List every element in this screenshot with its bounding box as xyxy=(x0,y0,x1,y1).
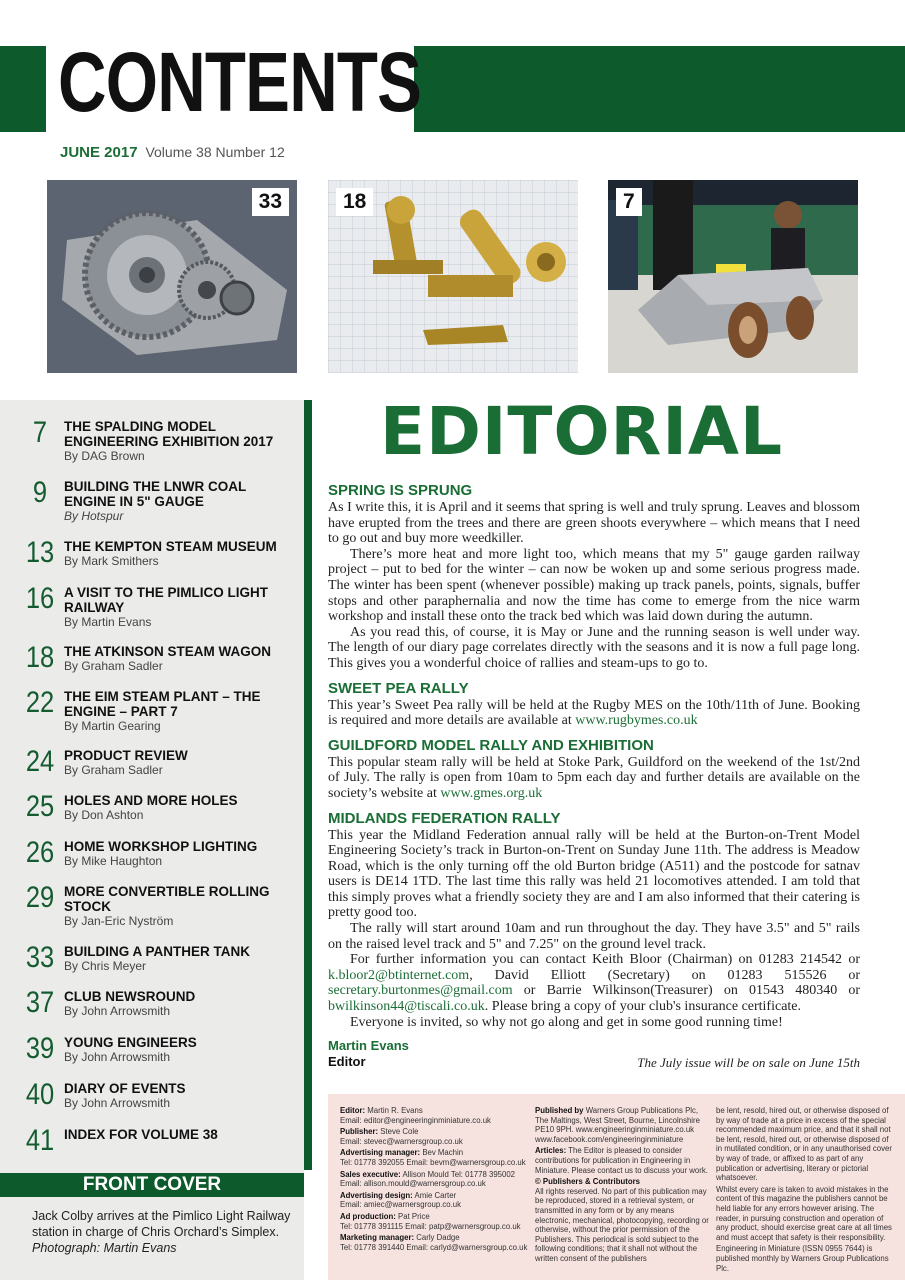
toc-page-number: 24 xyxy=(25,745,55,778)
issue-month: JUNE 2017 xyxy=(60,144,138,161)
editorial-body xyxy=(328,482,860,1070)
model-car-image xyxy=(608,180,858,373)
header-band-right xyxy=(414,46,905,132)
credits-staff xyxy=(340,1106,535,1254)
photo-model-car[interactable] xyxy=(608,180,858,373)
gmes-link[interactable]: www.gmes.org.uk xyxy=(440,785,543,801)
credits-publisher xyxy=(535,1106,711,1266)
toc-page-number: 7 xyxy=(32,416,48,449)
photo-gears[interactable] xyxy=(47,180,297,373)
toc-author: By Graham Sadler xyxy=(64,763,163,777)
paragraph-text: . Please bring a copy of your club's insurance certificate. xyxy=(484,999,802,1015)
articles-info: Articles: The Editor is pleased to consider contributions for publication in Engineering in Miniature. Please contact us to discuss your work. xyxy=(535,1146,708,1175)
toc-title: HOME WORKSHOP LIGHTING xyxy=(64,839,258,854)
paragraph-text: This year’s Sweet Pea rally will be held at the Rugby MES on the 10th/11th of June. Booking is required and more details are available at xyxy=(328,697,860,729)
paragraph-text: This popular steam rally will be held at Stoke Park, Guildford on the weekend of the 1st/2nd of July. The rally is open from 10am to 5pm each day and further details are available on the society’s website at xyxy=(328,754,860,801)
copyright-info: © Publishers & Contributors All rights reserved. No part of this publication may be reproduced, stored in a retrieval system, or transmitted in any form or by any means electronic, mechanical, photocopying, recording or otherwise, without the prior permission of the Publishers. This periodical is sold subject to the following conditions; that it shall not without the written consent of the publishers xyxy=(535,1177,709,1263)
paragraph: This year the Midland Federation annual rally will be held at the Burton-on-Trent Model Engineering Society’s track in Burton-on-Trent on Sunday June 11th. The address is Meadow Road, which is the only turning off the old Burton bridge (A511) and the postcode for satnav users is DE14 1TD. The last time this rally was held 21 locomotives attended. I am told that this simply proves what a friendly society they are and I am also informed that their catering is pretty good too. xyxy=(328,827,860,921)
toc-page-number: 16 xyxy=(25,582,55,615)
page-title: CONTENTS xyxy=(58,35,422,129)
toc-title: CLUB NEWSROUND xyxy=(64,989,196,1004)
signature-role: Editor xyxy=(328,1054,366,1070)
credit-line: Ad production: Pat Price Tel: 01778 391115 Email: patp@warnersgroup.co.uk xyxy=(340,1211,521,1231)
next-issue-note: The July issue will be on sale on June 15th xyxy=(637,1054,860,1070)
toc-title: PRODUCT REVIEW xyxy=(64,748,188,763)
credit-line: Sales executive: Allison Mould Tel: 01778 395002 Email: allison.mould@warnersgroup.co.uk xyxy=(340,1169,515,1189)
photo-brass-parts[interactable] xyxy=(328,180,578,373)
toc-title: THE KEMPTON STEAM MUSEUM xyxy=(64,539,277,554)
issue-volume: Volume 38 Number 12 xyxy=(145,144,285,160)
toc-author: By Martin Gearing xyxy=(64,719,161,733)
toc-page-number: 41 xyxy=(25,1124,55,1157)
toc-title: BUILDING THE LNWR COAL ENGINE IN 5" GAUGE xyxy=(64,479,246,509)
credit-line: Advertising manager: Bev Machin Tel: 01778 392055 Email: bevm@warnersgroup.co.uk xyxy=(340,1148,526,1167)
header-band-left xyxy=(0,46,46,132)
toc-title: BUILDING A PANTHER TANK xyxy=(64,944,250,959)
toc-page-number: 13 xyxy=(25,536,55,569)
toc-author: By Mark Smithers xyxy=(64,554,159,568)
toc-page-number: 37 xyxy=(25,986,55,1019)
credit-line: Advertising design: Amie Carter Email: amiec@warnersgroup.co.uk xyxy=(340,1190,462,1210)
toc-title: DIARY OF EVENTS xyxy=(64,1081,186,1096)
toc-author: By John Arrowsmith xyxy=(64,1004,171,1018)
paragraph xyxy=(328,952,860,1014)
toc-page-number: 40 xyxy=(25,1078,55,1111)
toc-page-number: 9 xyxy=(32,476,48,509)
front-cover-text: Jack Colby arrives at the Pimlico Light Railway station in charge of Chris Orchard’s Simplex. xyxy=(32,1209,291,1239)
paragraph: Everyone is invited, so why not go along and get in some good running time! xyxy=(350,1014,783,1030)
toc-title: THE EIM STEAM PLANT – THE ENGINE – PART 7 xyxy=(64,689,261,719)
toc-title: YOUNG ENGINEERS xyxy=(64,1035,197,1050)
toc-author: By Graham Sadler xyxy=(64,659,163,673)
email-link[interactable]: bwilkinson44@tiscali.co.uk xyxy=(328,999,485,1015)
toc-title: THE ATKINSON STEAM WAGON xyxy=(64,644,271,659)
paragraph: As I write this, it is April and it seems that spring is well and truly sprung. Leaves and blossom have erupted from the trees and there are green shoots everywhere – which means that I need to go out and buy more weedkiller. xyxy=(328,500,860,547)
signature-block xyxy=(328,1038,860,1070)
toc-title: INDEX FOR VOLUME 38 xyxy=(64,1127,218,1142)
toc-page-number: 26 xyxy=(25,836,55,869)
toc-page-number: 22 xyxy=(25,686,55,719)
toc-author: By DAG Brown xyxy=(64,449,145,463)
paragraph: The rally will start around 10am and run throughout the day. They have 3.5" and 5" rails on the raised level track and 5" and 7.25" on the ground level track. xyxy=(328,921,860,952)
section-heading: SWEET PEA RALLY xyxy=(328,679,469,697)
toc-page-number: 18 xyxy=(25,641,55,674)
toc-page-number: 39 xyxy=(25,1032,55,1065)
credits-box xyxy=(328,1094,905,1280)
photo-badge-page: 33 xyxy=(252,188,289,216)
toc-title: THE SPALDING MODEL ENGINEERING EXHIBITION 2017 xyxy=(64,419,274,449)
credit-line: Editor: Martin R. Evans Email: editor@engineeringinminiature.co.uk xyxy=(340,1106,491,1125)
toc-page-number: 29 xyxy=(25,881,55,914)
legal-paragraph: Whilst every care is taken to avoid mistakes in the content of this magazine the publishers cannot be held liable for any errors however arising. The reader, in pursuing construction and operation of any product, should exercise great care at all times and must accept that safety is their responsibility. xyxy=(716,1184,892,1242)
section-heading: GUILDFORD MODEL RALLY AND EXHIBITION xyxy=(328,736,654,754)
paragraph xyxy=(328,698,860,729)
editorial-heading: EDITORIAL xyxy=(380,393,784,470)
email-link[interactable]: k.bloor2@btinternet.com xyxy=(328,967,470,983)
toc-author: By Jan-Eric Nyström xyxy=(64,914,174,928)
paragraph: There’s more heat and more light too, which means that my 5" gauge garden railway project – put to bed for the winter – can now be woken up and some serious progress made. The winter has been spent (whenever possible) making up track panels, points, signals, buffer stops and other paraphernalia and now the time has come to emerge from the nice warm workshop and install these onto the track bed which was laid down during the autumn. xyxy=(328,546,860,625)
toc-page-number: 25 xyxy=(25,790,55,823)
credits-legal xyxy=(716,1106,893,1275)
paragraph-text: For further information you can contact Keith Bloor (Chairman) on 01283 214542 or xyxy=(350,952,860,968)
issue-line xyxy=(60,144,285,161)
toc-page-number: 33 xyxy=(25,941,55,974)
sidebar-divider xyxy=(304,400,312,1170)
credit-line: Publisher: Steve Cole Email: stevec@warnersgroup.co.uk xyxy=(340,1127,463,1146)
legal-paragraph: be lent, resold, hired out, or otherwise disposed of by way of trade at a price in excess of the special recommended maximum price, and that it shall not be lent, resold, hired out, or otherwise disposed of in mutilated condition, or in any unauthorised cover by way of trade, or affixed to as part of any publication or advertising, literary or pictorial whatsoever. xyxy=(716,1106,892,1183)
toc-title: MORE CONVERTIBLE ROLLING STOCK xyxy=(64,884,270,914)
photo-badge-page: 18 xyxy=(336,188,373,216)
section-heading: SPRING IS SPRUNG xyxy=(328,482,473,499)
rugbymes-link[interactable]: www.rugbymes.co.uk xyxy=(575,713,698,729)
toc-author: By Don Ashton xyxy=(64,808,144,822)
front-cover-heading: FRONT COVER xyxy=(0,1173,304,1197)
toc-author: By Mike Haughton xyxy=(64,854,163,868)
front-cover-credit: Photograph: Martin Evans xyxy=(32,1241,177,1255)
credit-line: Marketing manager: Carly Dadge Tel: 01778 391440 Email: carlyd@warnersgroup.co.uk xyxy=(340,1233,528,1252)
toc-author: By John Arrowsmith xyxy=(64,1096,171,1110)
paragraph-text: or Barrie Wilkinson(Treasurer) on 01543 480340 or xyxy=(523,983,861,999)
paragraph: As you read this, of course, it is May or June and the running season is well under way. The length of our diary page correlates directly with the seasons and it is now a full page long. This gives you a wonderful choice of rallies and steam-ups to go to. xyxy=(328,624,860,671)
email-link[interactable]: secretary.burtonmes@gmail.com xyxy=(328,983,513,999)
legal-paragraph: Engineering in Miniature (ISSN 0955 7644) is published monthly by Warners Group Publications Plc. xyxy=(716,1244,889,1273)
toc-author: By Chris Meyer xyxy=(64,959,147,973)
toc-author: By Martin Evans xyxy=(64,615,152,629)
toc-title: HOLES AND MORE HOLES xyxy=(64,793,238,808)
section-heading: MIDLANDS FEDERATION RALLY xyxy=(328,809,561,827)
publisher-info: Published by Warners Group Publications Plc, The Maltings, West Street, Bourne, Lincolnshire PE10 9PH. www.engineeringinminiature.co.uk www.facebook.com/engineeringinminiature xyxy=(535,1106,700,1144)
paragraph xyxy=(328,755,860,802)
toc-title: A VISIT TO THE PIMLICO LIGHT RAILWAY xyxy=(64,585,269,615)
paragraph-text: , David Elliott (Secretary) on 01283 515526 or xyxy=(469,967,860,983)
toc-author: By Hotspur xyxy=(64,509,124,523)
toc-author: By John Arrowsmith xyxy=(64,1050,171,1064)
signature-name: Martin Evans xyxy=(328,1038,409,1054)
front-cover-caption xyxy=(32,1208,294,1256)
photo-badge-page: 7 xyxy=(616,188,642,216)
